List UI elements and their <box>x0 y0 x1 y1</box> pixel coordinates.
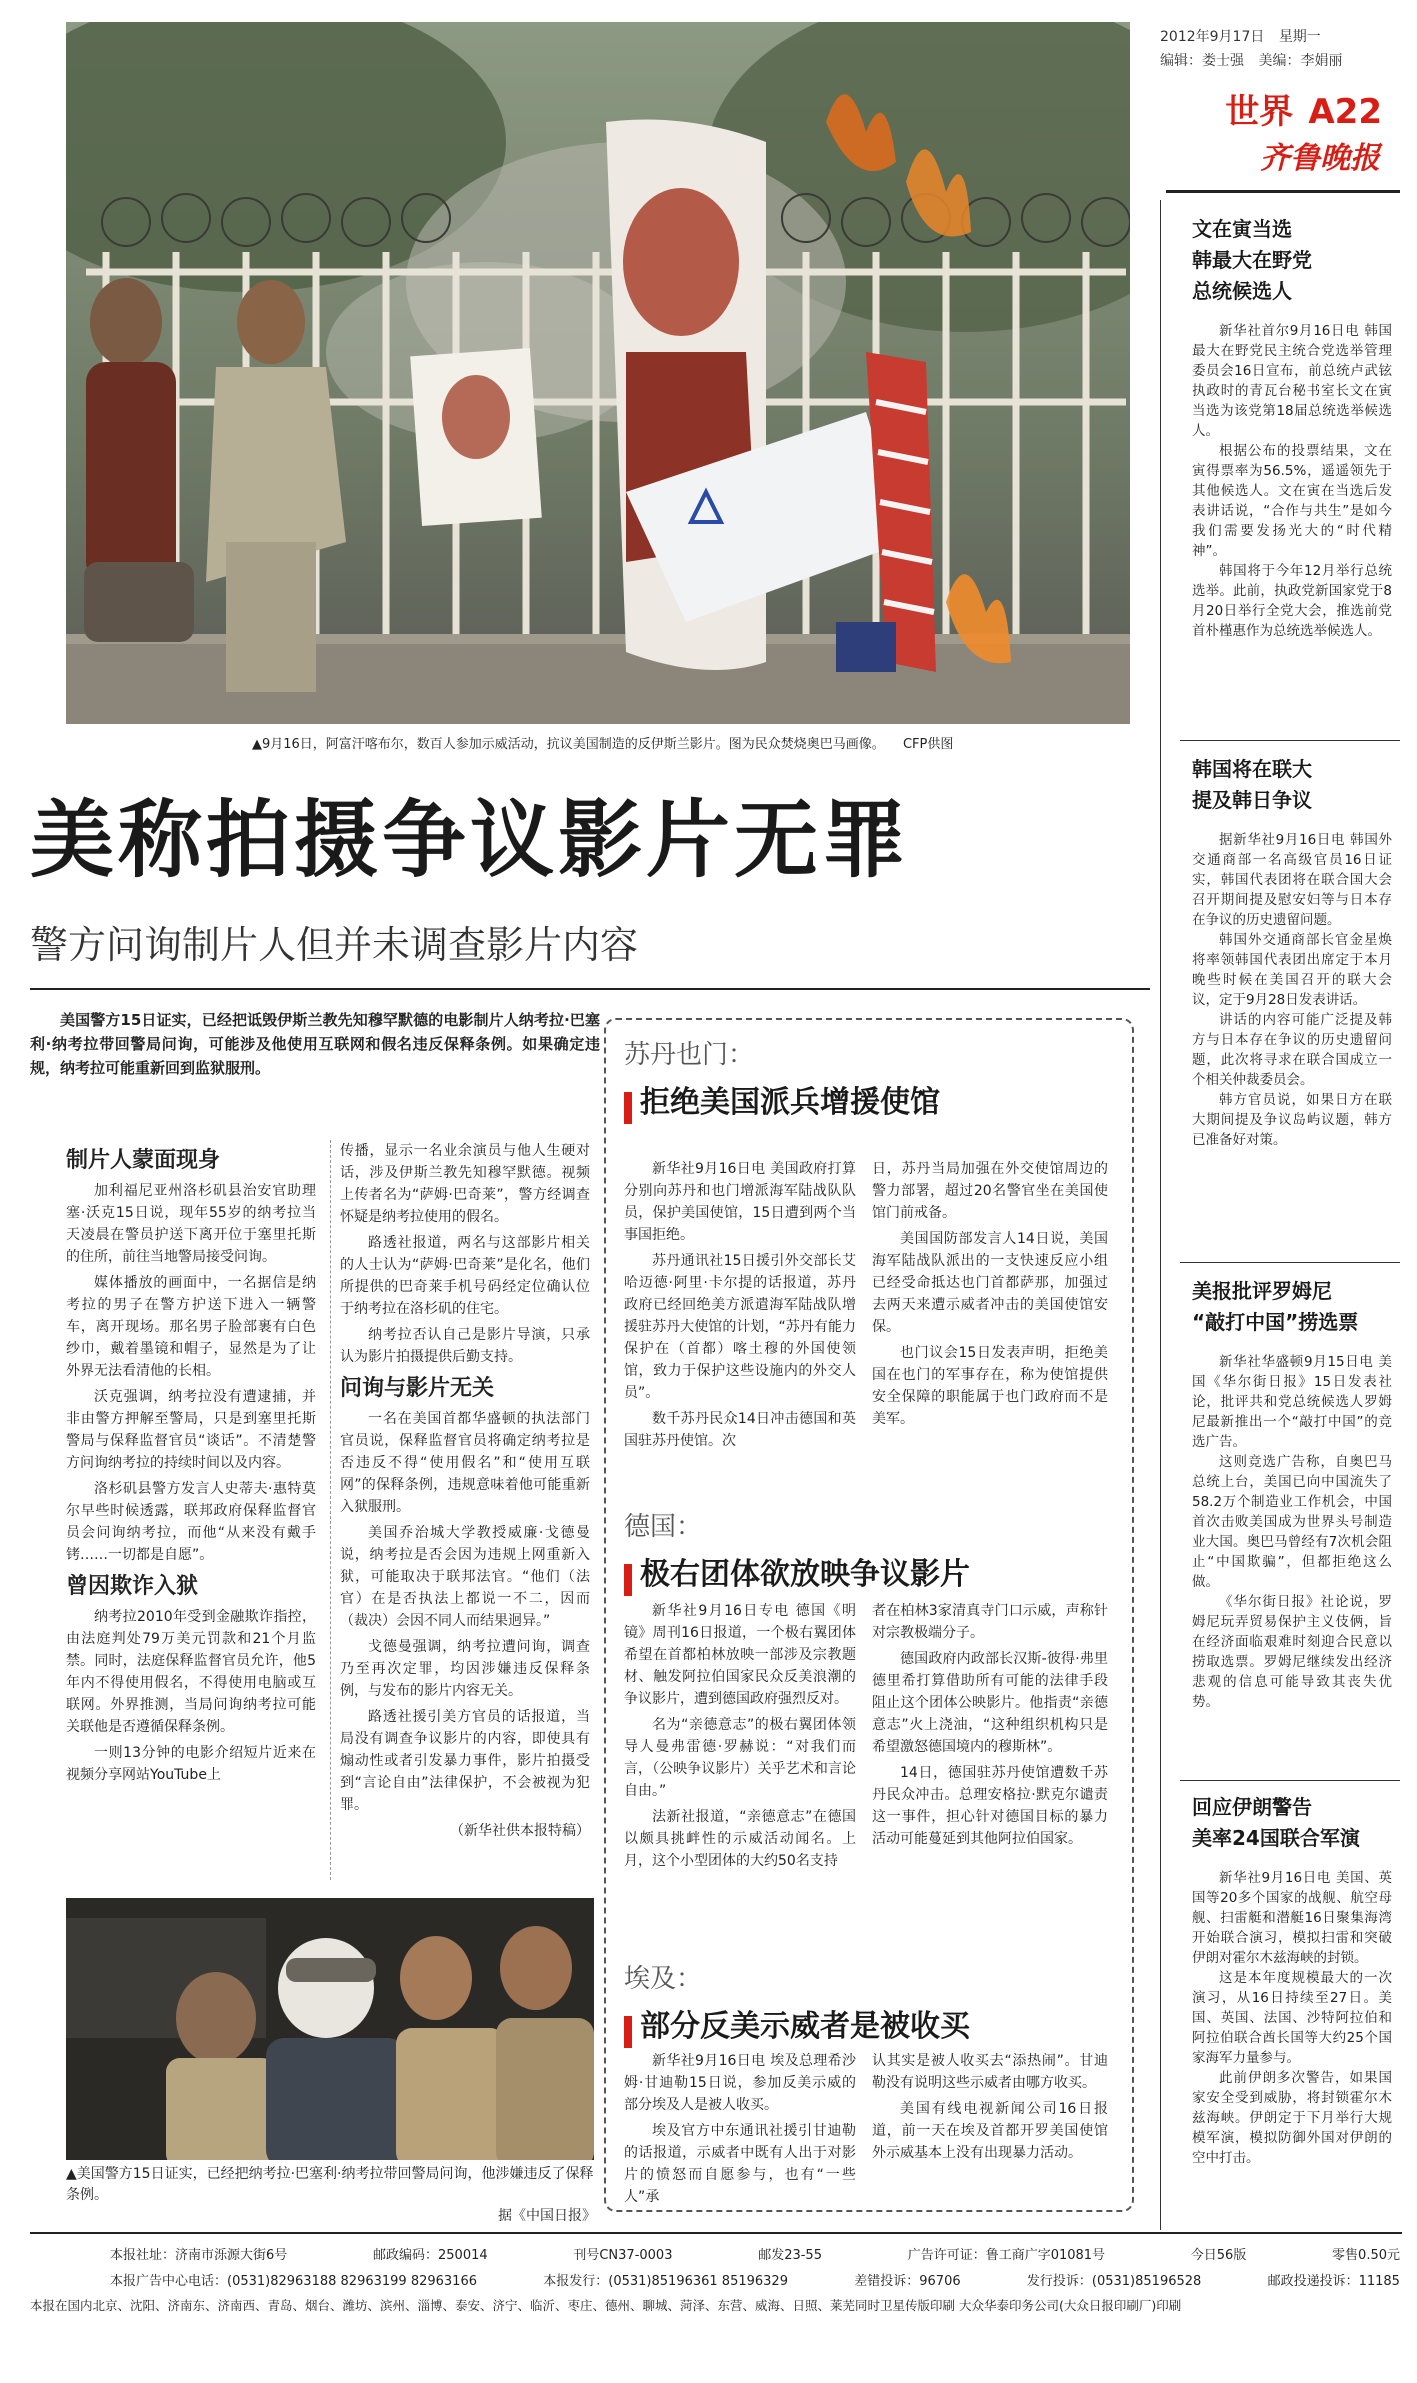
brief1-col-left <box>624 1158 856 1456</box>
col2-para: 戈德曼强调，纳考拉遭问询，调查乃至再次定罪，均因涉嫌违反保释条例，与发布的影片内容无关。 <box>340 1639 590 1699</box>
sidebar-para: 这则竞选广告称，自奥巴马总统上台，美国已向中国流失了58.2万个制造业工作机会，中国首次击败美国成为世界头号制造业大国。奥巴马曾经有7次机会阻止“中国欺骗”，但都拒绝这么做。 <box>1192 1454 1392 1590</box>
col2-para: 一名在美国首都华盛顿的执法部门官员说，保释监督官员将确定纳考拉是否违反不得“使用假名”和“使用互联网”的保释条例，违规意味着他可能重新入狱服刑。 <box>340 1411 590 1515</box>
issue-date: 2012年9月17日 <box>1160 29 1265 45</box>
brief3-para: 认其实是被人收买去“添热闹”。甘迪勒没有说明这些示威者由哪方收买。 <box>872 2053 1108 2091</box>
brief1-para: 日，苏丹当局加强在外交使馆周边的警力部署，超过20名警官坐在美国使馆门前戒备。 <box>872 1161 1108 1221</box>
footer-ad-phone: 本报广告中心电话：(0531)82963188 82963199 82963166 <box>110 2274 477 2289</box>
sidebar-para: 新华社首尔9月16日电 韩国最大在野党民主统合党选举管理委员会16日宣布，前总统卢武铉执政时的青瓦台秘书室长文在寅当选为该党第18届总统选举候选人。 <box>1192 323 1392 439</box>
sidebar-title-line: 美率24国联合军演 <box>1192 1826 1360 1850</box>
sidebar-story-1 <box>1192 214 1392 641</box>
section-name: 世界 <box>1225 92 1294 132</box>
brief3-kicker: 埃及： <box>624 1964 703 1994</box>
footer-price: 零售0.50元 <box>1332 2248 1400 2263</box>
brief2-marker <box>624 1564 632 1596</box>
sidebar-story-4 <box>1192 1792 1392 2168</box>
sidebar-title-line: 韩国将在联大 <box>1192 757 1312 781</box>
brief2-col-left <box>624 1600 856 1876</box>
col2-para: 纳考拉否认自己是影片导演，只承认为影片拍摄提供后勤支持。 <box>340 1327 590 1365</box>
col1-para: 沃克强调，纳考拉没有遭逮捕，并非由警方押解至警局，只是到塞里托斯警局与保释监督官员“谈话”。不清楚警方问询纳考拉的持续时间以及内容。 <box>66 1389 316 1471</box>
brief3-para: 新华社9月16日电 埃及总理希沙姆·甘迪勒15日说，参加反美示威的部分埃及人是被人收买。 <box>624 2053 856 2113</box>
brief1-title: 拒绝美国派兵增援使馆 <box>640 1085 940 1120</box>
footer-ad-license: 广告许可证：鲁工商广字01081号 <box>907 2248 1106 2263</box>
designer-credit: 美编：李娟丽 <box>1258 53 1343 69</box>
brief3-col-left <box>624 2050 856 2212</box>
sidebar-title-line: “敲打中国”捞选票 <box>1192 1310 1359 1334</box>
protest-photo-illustration <box>66 22 1130 724</box>
footer-postcode: 邮政编码：250014 <box>373 2248 488 2263</box>
footer-postal-code: 邮发23-55 <box>758 2248 822 2263</box>
brief1-para: 美国国防部发言人14日说，美国海军陆战队派出的一支快速反应小组已经受命抵达也门首都萨那，加强过去两天来遭示威者冲击的美国使馆安保。 <box>872 1231 1108 1335</box>
sidebar-title-line: 美报批评罗姆尼 <box>1192 1279 1332 1303</box>
col2-para: 路透社报道，两名与这部影片相关的人士认为“萨姆·巴奇莱”是化名，他们所提供的巴奇莱手机号码经定位确认位于纳考拉在洛杉矶的住宅。 <box>340 1235 590 1317</box>
sidebar-title-line: 韩最大在野党 <box>1192 248 1312 272</box>
brief1-col-right <box>872 1158 1108 1434</box>
top-photo-caption: ▲9月16日，阿富汗喀布尔，数百人参加示威活动，抗议美国制造的反伊斯兰影片。图为民众焚烧奥巴马画像。 <box>252 737 885 752</box>
brief2-title: 极右团体欲放映争议影片 <box>640 1557 970 1592</box>
brief2-para: 14日，德国驻苏丹使馆遭数千苏丹民众冲击。总理安格拉·默克尔谴责这一事件，担心针对德国目标的暴力活动可能蔓延到其他阿拉伯国家。 <box>872 1765 1108 1847</box>
brief2-para: 新华社9月16日专电 德国《明镜》周刊16日报道，一个极右翼团体希望在首都柏林放映一部涉及宗教题材、触发阿拉伯国家民众反美浪潮的争议影片，遭到德国政府强烈反对。 <box>624 1603 856 1707</box>
main-subheadline: 警方问询制片人但并未调查影片内容 <box>30 923 639 967</box>
footer-postal-complaint: 邮政投递投诉：11185 <box>1267 2274 1400 2289</box>
sidebar-para: 韩方官员说，如果日方在联大期间提及争议岛屿议题，韩方已准备好对策。 <box>1192 1092 1392 1148</box>
main-col-1 <box>66 1140 316 1790</box>
brief3-col-right <box>872 2050 1108 2168</box>
brief2-para: 德国政府内政部长汉斯-彼得·弗里德里希打算借助所有可能的法律手段阻止这个团体公映影片。他指责“亲德意志”火上浇油，“这种组织机构只是希望激怒德国境内的穆斯林”。 <box>872 1651 1108 1755</box>
main-lead <box>30 1008 600 1084</box>
footer-line-2 <box>110 2270 1400 2289</box>
col1-para: 洛杉矶县警方发言人史蒂夫·惠特莫尔早些时候透露，联邦政府保释监督官员会问询纳考拉，而他“从来没有戴手铐……一切都是自愿”。 <box>66 1481 316 1563</box>
sidebar-title-line: 回应伊朗警告 <box>1192 1795 1312 1819</box>
masthead-logo: 齐鲁晚报 <box>1260 141 1380 176</box>
brief1-para: 苏丹通讯社15日援引外交部长艾哈迈德·阿里·卡尔提的话报道，苏丹政府已经回绝美方派遣海军陆战队增援驻苏丹大使馆的计划，“苏丹有能力保护在（首都）喀土穆的外国使领馆，致力于保护这些设施内的外交人员”。 <box>624 1253 856 1401</box>
footer-address: 本报社址：济南市泺源大街6号 <box>110 2248 288 2263</box>
sidebar-para: 据新华社9月16日电 韩国外交通商部一名高级官员16日证实，韩国代表团将在联合国大会召开期间提及慰安妇等与日本存在争议的历史遗留问题。 <box>1192 832 1392 928</box>
page-header <box>1160 26 1400 177</box>
brief3-para: 美国有线电视新闻公司16日报道，前一天在埃及首都开罗美国使馆外示威基本上没有出现暴力活动。 <box>872 2101 1108 2161</box>
footer-error-complaint: 差错投诉：96706 <box>854 2274 961 2289</box>
bottom-photo <box>66 1898 594 2160</box>
footer-issn: 刊号CN37-0003 <box>573 2248 673 2263</box>
col1-para: 一则13分钟的电影介绍短片近来在视频分享网站YouTube上 <box>66 1745 316 1783</box>
subhead-3: 问询与影片无关 <box>340 1376 495 1401</box>
sidebar-title-line: 提及韩日争议 <box>1192 788 1312 812</box>
footer-pages: 今日56版 <box>1190 2248 1247 2263</box>
main-col-2 <box>340 1140 590 1846</box>
footer-line-1 <box>110 2244 1400 2263</box>
police-escort-illustration <box>66 1898 594 2160</box>
brief3-title: 部分反美示威者是被收买 <box>640 2009 970 2044</box>
sidebar-para: 这是本年度规模最大的一次演习，从16日持续至27日。美国、英国、法国、沙特阿拉伯和阿拉伯联合酋长国等大约25个国家海军力量参与。 <box>1192 1970 1392 2066</box>
issue-weekday: 星期一 <box>1278 29 1321 45</box>
sidebar-para: 此前伊朗多次警告，如果国家安全受到威胁，将封锁霍尔木兹海峡。伊朗定于下月举行大规模军演，模拟防御外国对伊朗的空中打击。 <box>1192 2070 1392 2166</box>
top-photo-credit: CFP供图 <box>902 737 954 752</box>
subhead-2: 曾因欺诈入狱 <box>66 1574 199 1599</box>
sidebar-para: 韩国外交通商部长官金星焕将率领韩国代表团出席定于本月晚些时候在美国召开的联大会议，定于9月28日发表讲话。 <box>1192 932 1392 1008</box>
brief3-para: 埃及官方中东通讯社援引甘迪勒的话报道，示威者中既有人出于对影片的愤怒而自愿参与，也有“一些人”承 <box>624 2123 856 2205</box>
editor-credit: 编辑：娄士强 <box>1160 53 1244 69</box>
col2-para: 路透社援引美方官员的话报道，当局没有调查争议影片的内容，即使具有煽动性或者引发暴力事件，影片拍摄受到“言论自由”法律保护，不会被视为犯罪。 <box>340 1709 590 1813</box>
sidebar-title-line: 文在寅当选 <box>1192 217 1292 241</box>
brief1-para: 数千苏丹民众14日冲击德国和英国驻苏丹使馆。次 <box>624 1411 856 1449</box>
top-photo <box>66 22 1130 724</box>
main-headline: 美称拍摄争议影片无罪 <box>30 791 911 889</box>
brief3-marker <box>624 2016 632 2048</box>
sidebar-story-3 <box>1192 1276 1392 1712</box>
lead-paragraph: 美国警方15日证实，已经把诋毁伊斯兰教先知穆罕默德的电影制片人纳考拉·巴塞利·纳考拉带回警局问询，可能涉及他使用互联网和假名违反保释条例。如果确定违规，纳考拉可能重新回到监狱服刑。 <box>30 1011 600 1077</box>
brief2-col-right <box>872 1600 1108 1854</box>
footer-line-3: 本报在国内北京、沈阳、济南东、济南西、青岛、烟台、潍坊、滨州、淄博、泰安、济宁、临沂、枣庄、德州、聊城、菏泽、东营、威海、日照、莱芜同时卫星传版印刷 大众华泰印务公司(大众日报印刷厂)印刷 <box>30 2298 1182 2313</box>
sidebar-para: 根据公布的投票结果，文在寅得票率为56.5%，遥遥领先于其他候选人。文在寅在当选后发表讲话说，“合作与共生”是如今我们需要发扬光大的“时代精神”。 <box>1192 443 1392 559</box>
brief2-para: 法新社报道，“亲德意志”在德国以颇具挑衅性的示威活动闻名。上月，这个小型团体的大约50名支持 <box>624 1809 856 1869</box>
col1-para: 加利福尼亚州洛杉矶县治安官助理塞·沃克15日说，现年55岁的纳考拉当天凌晨在警员护送下离开位于塞里托斯的住所，前往当地警局接受问询。 <box>66 1183 316 1265</box>
footer-distribution-phone: 本报发行：(0531)85196361 85196329 <box>543 2274 788 2289</box>
col2-para: 美国乔治城大学教授威廉·戈德曼说，纳考拉是否会因为违规上网重新入狱，可能取决于联邦法官。“他们（法官）在是否执法上都说一不二，因而（裁决）会因不同人而结果迥异。” <box>340 1525 590 1629</box>
footer-distribution-complaint: 发行投诉：(0531)85196528 <box>1026 2274 1202 2289</box>
col1-para: 纳考拉2010年受到金融欺诈指控，由法庭判处79万美元罚款和21个月监禁。同时，法庭保释监督官员允许，他5年内不得使用假名，不得使用电脑或互联网。外界推测，当局问询纳考拉可能关联他是否遵循保释条例。 <box>66 1609 316 1735</box>
brief1-para: 新华社9月16日电 美国政府打算分别向苏丹和也门增派海军陆战队队员，保护美国使馆，15日遭到两个当事国拒绝。 <box>624 1161 856 1243</box>
sidebar-para: 韩国将于今年12月举行总统选举。此前，执政党新国家党于8月20日举行全党大会，推选前党首朴槿惠作为总统选举候选人。 <box>1192 563 1392 639</box>
brief2-para: 名为“亲德意志”的极右翼团体领导人曼弗雷德·罗赫说：“对我们而言，（公映争议影片）关乎艺术和言论自由。” <box>624 1717 856 1799</box>
col2-para: 传播，显示一名业余演员与他人生硬对话，涉及伊斯兰教先知穆罕默德。视频上传者名为“萨姆·巴奇莱”，警方经调查怀疑是纳考拉使用的假名。 <box>340 1143 590 1225</box>
col1-para: 媒体播放的画面中，一名据信是纳考拉的男子在警方护送下进入一辆警车，离开现场。那名男子脸部裹有白色纱巾，戴着墨镜和帽子，显然是为了让外界无法看清他的长相。 <box>66 1275 316 1379</box>
bottom-photo-credit: 据《中国日报》 <box>498 2208 596 2224</box>
brief1-marker <box>624 1092 632 1124</box>
sidebar-para: 《华尔街日报》社论说，罗姆尼玩弄贸易保护主义伎俩，旨在经济面临艰难时刻迎合民意以捞取选票。罗姆尼继续发出经济悲观的信息可能导致其丧失优势。 <box>1192 1594 1392 1710</box>
sidebar-para: 新华社9月16日电 美国、英国等20多个国家的战舰、航空母舰、扫雷艇和潜艇16日聚集海湾开始联合演习，模拟扫雷和突破伊朗对霍尔木兹海峡的封锁。 <box>1192 1870 1392 1966</box>
bottom-photo-caption: ▲美国警方15日证实，已经把纳考拉·巴塞利·纳考拉带回警局问询，他涉嫌违反了保释条例。 <box>66 2166 594 2203</box>
story-signoff: （新华社供本报特稿） <box>450 1823 590 1839</box>
subhead-1: 制片人蒙面现身 <box>66 1148 221 1173</box>
brief1-kicker: 苏丹也门： <box>624 1040 755 1070</box>
page-number: A22 <box>1308 92 1382 132</box>
brief2-kicker: 德国： <box>624 1512 703 1542</box>
sidebar-para: 新华社华盛顿9月15日电 美国《华尔街日报》15日发表社论，批评共和党总统候选人罗姆尼最新推出一个“敲打中国”的竞选广告。 <box>1192 1354 1392 1450</box>
sidebar-story-2 <box>1192 754 1392 1150</box>
sidebar-para: 讲话的内容可能广泛提及韩方与日本存在争议的历史遗留问题，此次将寻求在联合国成立一个相关仲裁委员会。 <box>1192 1012 1392 1088</box>
sidebar-title-line: 总统候选人 <box>1192 279 1292 303</box>
brief1-para: 也门议会15日发表声明，拒绝美国在也门的军事存在，称为使馆提供安全保障的职能属于也门政府而不是美军。 <box>872 1345 1108 1427</box>
brief2-para: 者在柏林3家清真寺门口示威，声称针对宗教极端分子。 <box>872 1603 1108 1641</box>
